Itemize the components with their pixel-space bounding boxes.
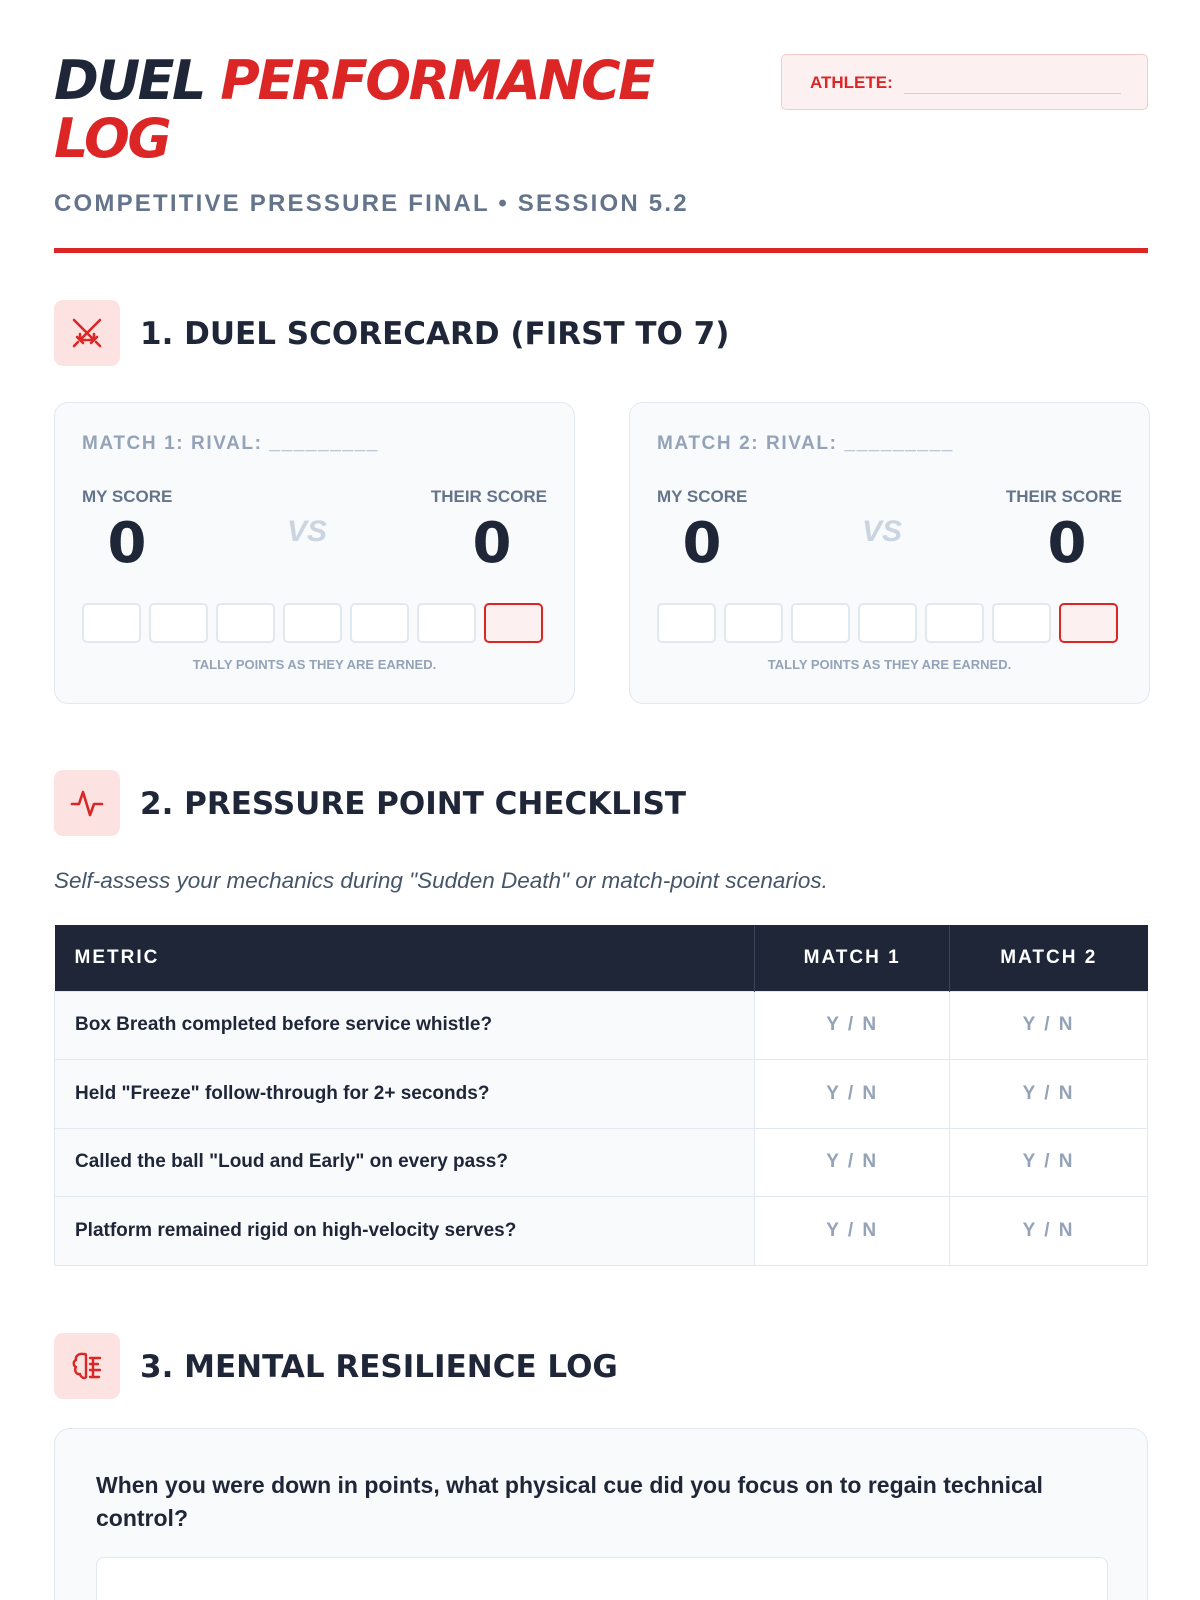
vs-label: VS xyxy=(287,515,328,548)
tally-box[interactable] xyxy=(657,603,716,643)
table-row xyxy=(55,1060,1148,1129)
yn-toggle[interactable]: Y / N xyxy=(755,991,950,1060)
table-header-row xyxy=(55,925,1148,991)
my-score-label: MY SCORE xyxy=(657,487,748,506)
pressure-checklist-table xyxy=(54,925,1148,1266)
athlete-field[interactable] xyxy=(781,54,1148,110)
resilience-section-title: 3. MENTAL RESILIENCE LOG xyxy=(140,1349,618,1385)
their-score-label: THEIR SCORE xyxy=(1005,487,1122,506)
page-title xyxy=(54,49,754,170)
column-header-metric: METRIC xyxy=(55,925,755,991)
my-score-value[interactable]: 0 xyxy=(107,511,147,576)
scorecard-section-header xyxy=(54,300,1148,366)
resilience-section-header xyxy=(54,1333,1148,1399)
yn-toggle[interactable]: Y / N xyxy=(755,1060,950,1129)
header-divider xyxy=(54,248,1148,253)
column-header-match-2: MATCH 2 xyxy=(950,925,1148,991)
yn-toggle[interactable]: Y / N xyxy=(950,1128,1148,1197)
tally-note: TALLY POINTS AS THEY ARE EARNED. xyxy=(192,657,437,672)
brain-icon xyxy=(54,1333,120,1399)
their-score-value[interactable]: 0 xyxy=(472,511,512,576)
metric-cell: Held "Freeze" follow-through for 2+ seconds? xyxy=(55,1060,755,1129)
match-card-1 xyxy=(54,402,575,704)
crossed-swords-icon xyxy=(54,300,120,366)
tally-box[interactable] xyxy=(350,603,409,643)
checklist-intro: Self-assess your mechanics during "Sudden Death" or match-point scenarios. xyxy=(54,868,828,893)
yn-toggle[interactable]: Y / N xyxy=(950,991,1148,1060)
table-row xyxy=(55,991,1148,1060)
pulse-icon xyxy=(54,770,120,836)
tally-box[interactable] xyxy=(82,603,141,643)
title-part-2: PERFORMANCE LOG xyxy=(54,49,653,170)
scorecard-section-title: 1. DUEL SCORECARD (FIRST TO 7) xyxy=(140,316,730,352)
resilience-question: When you were down in points, what physical cue did you focus on to regain technical control? xyxy=(96,1472,1043,1531)
yn-toggle[interactable]: Y / N xyxy=(755,1128,950,1197)
resilience-card xyxy=(54,1428,1148,1600)
vs-label: VS xyxy=(862,515,903,548)
table-row xyxy=(55,1197,1148,1266)
checklist-section-header xyxy=(54,770,1148,836)
tally-boxes xyxy=(82,603,543,643)
tally-box[interactable] xyxy=(417,603,476,643)
table-row xyxy=(55,1128,1148,1197)
tally-box-winning[interactable] xyxy=(484,603,543,643)
metric-cell: Box Breath completed before service whistle? xyxy=(55,991,755,1060)
tally-box[interactable] xyxy=(283,603,342,643)
tally-box[interactable] xyxy=(791,603,850,643)
page-subtitle: COMPETITIVE PRESSURE FINAL • SESSION 5.2 xyxy=(54,190,689,217)
checklist-section-title: 2. PRESSURE POINT CHECKLIST xyxy=(140,786,687,822)
column-header-match-1: MATCH 1 xyxy=(755,925,950,991)
yn-toggle[interactable]: Y / N xyxy=(950,1197,1148,1266)
my-score-label: MY SCORE xyxy=(82,487,173,506)
match-card-2 xyxy=(629,402,1150,704)
resilience-answer-field[interactable] xyxy=(96,1557,1108,1600)
their-score-value[interactable]: 0 xyxy=(1047,511,1087,576)
athlete-input-line[interactable] xyxy=(904,93,1121,94)
yn-toggle[interactable]: Y / N xyxy=(755,1197,950,1266)
tally-note: TALLY POINTS AS THEY ARE EARNED. xyxy=(767,657,1012,672)
match-title: MATCH 2: RIVAL: _________ xyxy=(657,433,954,454)
tally-box[interactable] xyxy=(992,603,1051,643)
tally-box[interactable] xyxy=(925,603,984,643)
tally-boxes xyxy=(657,603,1118,643)
page-header xyxy=(54,49,1148,217)
tally-box[interactable] xyxy=(858,603,917,643)
match-title: MATCH 1: RIVAL: _________ xyxy=(82,433,379,454)
title-part-1: DUEL xyxy=(54,49,204,112)
tally-box[interactable] xyxy=(149,603,208,643)
their-score-label: THEIR SCORE xyxy=(430,487,547,506)
tally-box-winning[interactable] xyxy=(1059,603,1118,643)
athlete-label: ATHLETE: xyxy=(810,73,893,92)
yn-toggle[interactable]: Y / N xyxy=(950,1060,1148,1129)
my-score-value[interactable]: 0 xyxy=(682,511,722,576)
tally-box[interactable] xyxy=(216,603,275,643)
metric-cell: Platform remained rigid on high-velocity serves? xyxy=(55,1197,755,1266)
metric-cell: Called the ball "Loud and Early" on every pass? xyxy=(55,1128,755,1197)
tally-box[interactable] xyxy=(724,603,783,643)
